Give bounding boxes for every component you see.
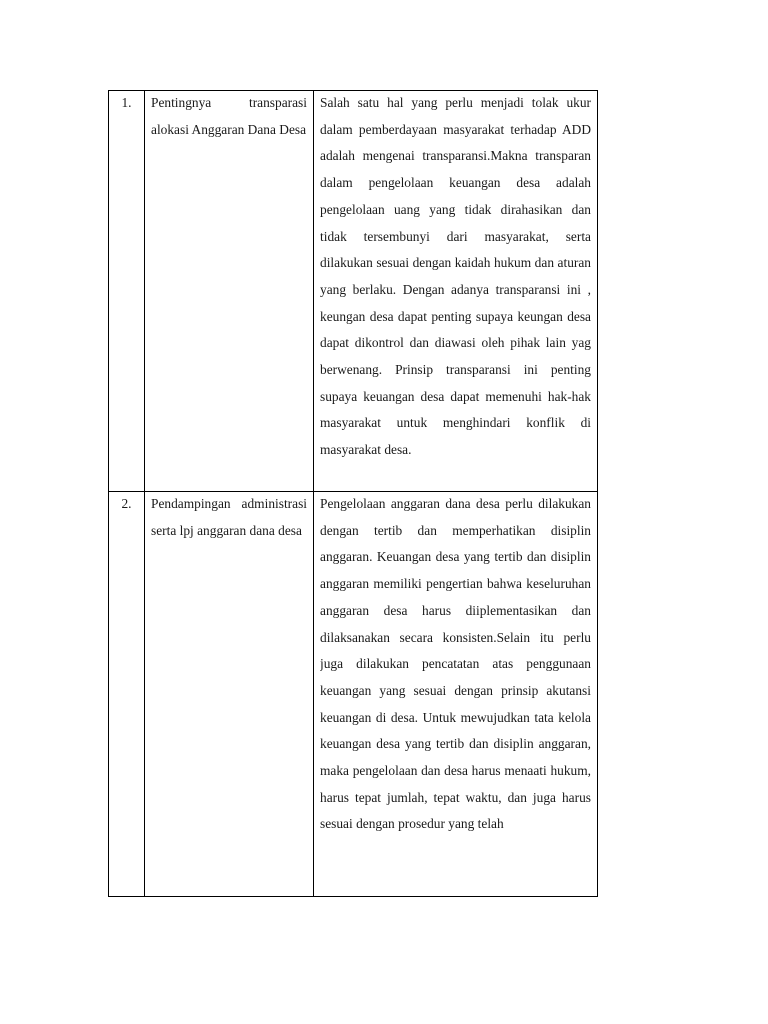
row-number: 1. (121, 95, 132, 110)
topic-text: Pentingnya transparasi alokasi Anggaran Dana Desa (151, 95, 307, 137)
description-clip (320, 492, 591, 894)
table-row (109, 492, 598, 897)
topic-cell (145, 91, 314, 492)
topic-cell (145, 492, 314, 897)
topic-text: Pendampingan administrasi serta lpj anggaran dana desa (151, 496, 307, 538)
row-number-cell (109, 492, 145, 897)
description-cell (314, 91, 598, 492)
row-number: 2. (121, 496, 132, 511)
content-table (108, 90, 598, 897)
description-text: Pengelolaan anggaran dana desa perlu dilakukan dengan tertib dan memperhatikan disiplin anggaran. Keuangan desa yang tertib dan disiplin anggaran memiliki pengertian bahwa keseluruhan anggaran desa harus diiplementasikan dan dilaksanakan secara konsisten.Selain itu perlu juga dilakukan pencatatan atas penggunaan keuangan yang sesuai dengan prinsip akutansi keuangan di desa. Untuk mewujudkan tata kelola keuangan desa yang tertib dan disiplin anggaran, maka pengelolaan dan desa harus menaati hukum, harus tepat jumlah, tepat waktu, dan juga harus sesuai dengan prosedur yang telah (320, 496, 591, 832)
description-text: Salah satu hal yang perlu menjadi tolak ukur dalam pemberdayaan masyarakat terhadap ADD adalah mengenai transparansi.Makna transparan dalam pengelolaan keuangan desa adalah pengelolaan uang yang tidak dirahasikan dan tidak tersembunyi dari masyarakat, serta dilakukan sesuai dengan kaidah hukum dan aturan yang berlaku. Dengan adanya transparansi ini , keungan desa dapat penting supaya keungan desa dapat dikontrol dan diawasi oleh pihak lain yag berwenang. Prinsip transparansi ini penting supaya keuangan desa dapat memenuhi hak-hak masyarakat untuk menghindari konflik di masyarakat desa. (320, 95, 591, 458)
table-row (109, 91, 598, 492)
row-number-cell (109, 91, 145, 492)
description-cell (314, 492, 598, 897)
